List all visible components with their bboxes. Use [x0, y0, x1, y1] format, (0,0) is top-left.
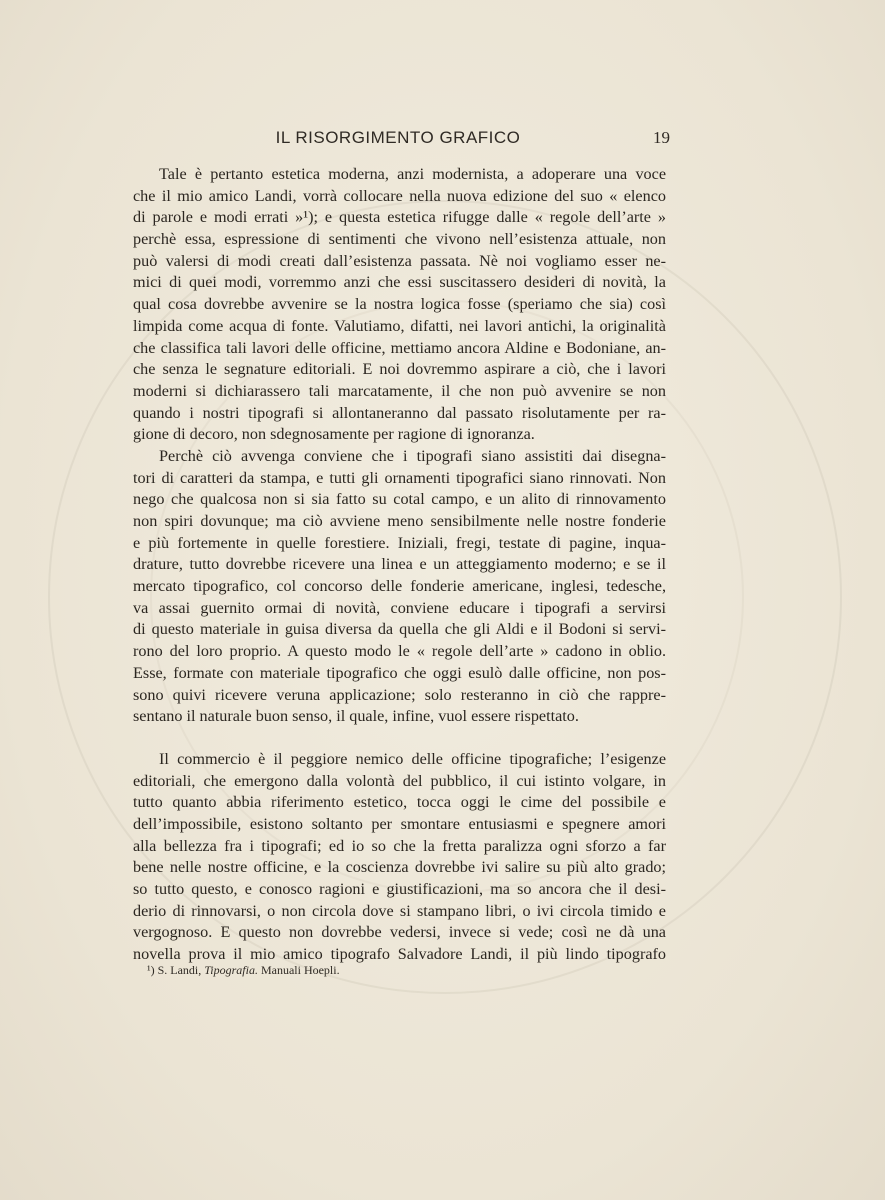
text-line: Tale è pertanto estetica moderna, anzi modernista, a adoperare una voce — [159, 165, 666, 183]
text-line: nego che qualcosa non si sia fatto su cotal campo, e un alito di rinnovamento — [133, 490, 666, 509]
text-line: drature, tutto dovrebbe ricevere una linea e un atteggiamento moderno; e se il — [133, 555, 666, 574]
footnote-title: Tipografia. — [204, 963, 258, 977]
text-line: tutto quanto abbia riferimento estetico, tocca oggi le cime del possibile e — [133, 793, 666, 812]
text-line: di questo materiale in guisa diversa da quella che gli Aldi e il Bodoni si servi- — [133, 620, 666, 639]
text-line: che senza le segnature editoriali. E noi dovremmo aspirare a ciò, che i lavori — [133, 360, 666, 379]
text-line: tori di caratteri da stampa, e tutti gli ornamenti tipografici siano rinnovati. Non — [133, 468, 666, 487]
text-line: Il commercio è il peggiore nemico delle officine tipografiche; l’esigenze — [159, 749, 666, 768]
section-break — [133, 728, 666, 749]
text-line: dell’impossibile, esistono soltanto per smontare entusiasmi e spegnere amori — [133, 814, 666, 833]
text-line: sentano il naturale buon senso, il quale, infine, vuol essere rispettato. — [133, 707, 579, 726]
page-number: 19 — [653, 128, 670, 147]
text-line: alla bellezza fra i tipografi; ed io so che la fretta paralizza ogni sforzo a far — [133, 836, 666, 855]
text-line: limpida come acqua di fonte. Valutiamo, difatti, nei lavori antichi, la originalità — [133, 316, 666, 335]
text-line: Perchè ciò avvenga conviene che i tipografi siano assistiti dai disegna- — [159, 446, 666, 465]
footnote-rest: Manuali Hoepli. — [260, 963, 340, 977]
text-line: Esse, formate con materiale tipografico che oggi esulò dalle officine, non pos- — [133, 663, 666, 682]
text-line: può valersi di modi creati dall’esistenza passata. Nè noi vogliamo esser ne- — [133, 251, 666, 270]
footnote-marker: ¹) S. Landi, — [147, 963, 202, 977]
text-line: mici di quei modi, vorremmo anzi che essi suscitassero desideri di novità, la — [133, 273, 666, 292]
text-line: so tutto questo, e conosco ragioni e giustificazioni, ma so ancora che il desi- — [133, 880, 666, 898]
text-line: sono quivi ricevere veruna applicazione; solo resteranno in ciò che rappre- — [133, 685, 666, 704]
running-title: IL RISORGIMENTO GRAFICO — [275, 128, 521, 147]
text-line: e più fortemente in quelle forestiere. Iniziali, fregi, testate di pagine, inqua- — [133, 533, 666, 552]
text-line: che classifica tali lavori delle officine, mettiamo ancora Aldine e Bodoniane, an- — [133, 338, 666, 357]
text-line: derio di rinnovarsi, o non circola dove si stampano libri, o ivi circola timido e — [133, 901, 666, 920]
text-line: non spiri dovunque; ma ciò avviene meno sensibilmente nelle nostre fonderie — [133, 512, 666, 530]
text-line: che il mio amico Landi, vorrà collocare nella nuova edizione del suo « elenco — [133, 186, 666, 205]
text-line: editoriali, che emergono dalla volontà del pubblico, il cui istinto volgare, in — [133, 771, 666, 790]
text-line: perchè essa, espressione di sentimenti che vivono nell’esistenza attuale, non — [133, 230, 666, 249]
text-line: moderni si dichiarassero tali marcatamente, il che non può avvenire se non — [133, 381, 666, 400]
text-line: rono del loro proprio. A questo modo le « regole dell’arte » cadono in oblio. — [133, 642, 666, 661]
text-line: quando i nostri tipografi si allontaneranno dal passato risolutamente per ra- — [133, 403, 666, 422]
text-line: va assai guernito ormai di novità, conviene educare i tipografi a servirsi — [133, 598, 666, 617]
text-line: gione di decoro, non sdegnosamente per ragione di ignoranza. — [133, 425, 535, 444]
text-line: qual cosa dovrebbe avvenire se la nostra logica fosse (speriamo che sia) così — [133, 295, 666, 314]
page-header — [130, 128, 670, 154]
text-line: vergognoso. E questo non dovrebbe vedersi, invece si vede; così ne dà una — [133, 923, 666, 942]
text-line: novella prova il mio amico tipografo Salvadore Landi, il più lindo tipografo — [133, 945, 666, 964]
body-text — [133, 164, 666, 966]
text-line: di parole e modi errati »¹); e questa estetica rifugge dalle « regole dell’arte » — [133, 208, 666, 227]
text-line: mercato tipografico, col concorso delle fonderie americane, inglesi, tedesche, — [133, 577, 666, 596]
footnote — [147, 963, 340, 978]
text-line: bene nelle nostre officine, e la coscienza dovrebbe ivi salire su più alto grado; — [133, 858, 666, 877]
